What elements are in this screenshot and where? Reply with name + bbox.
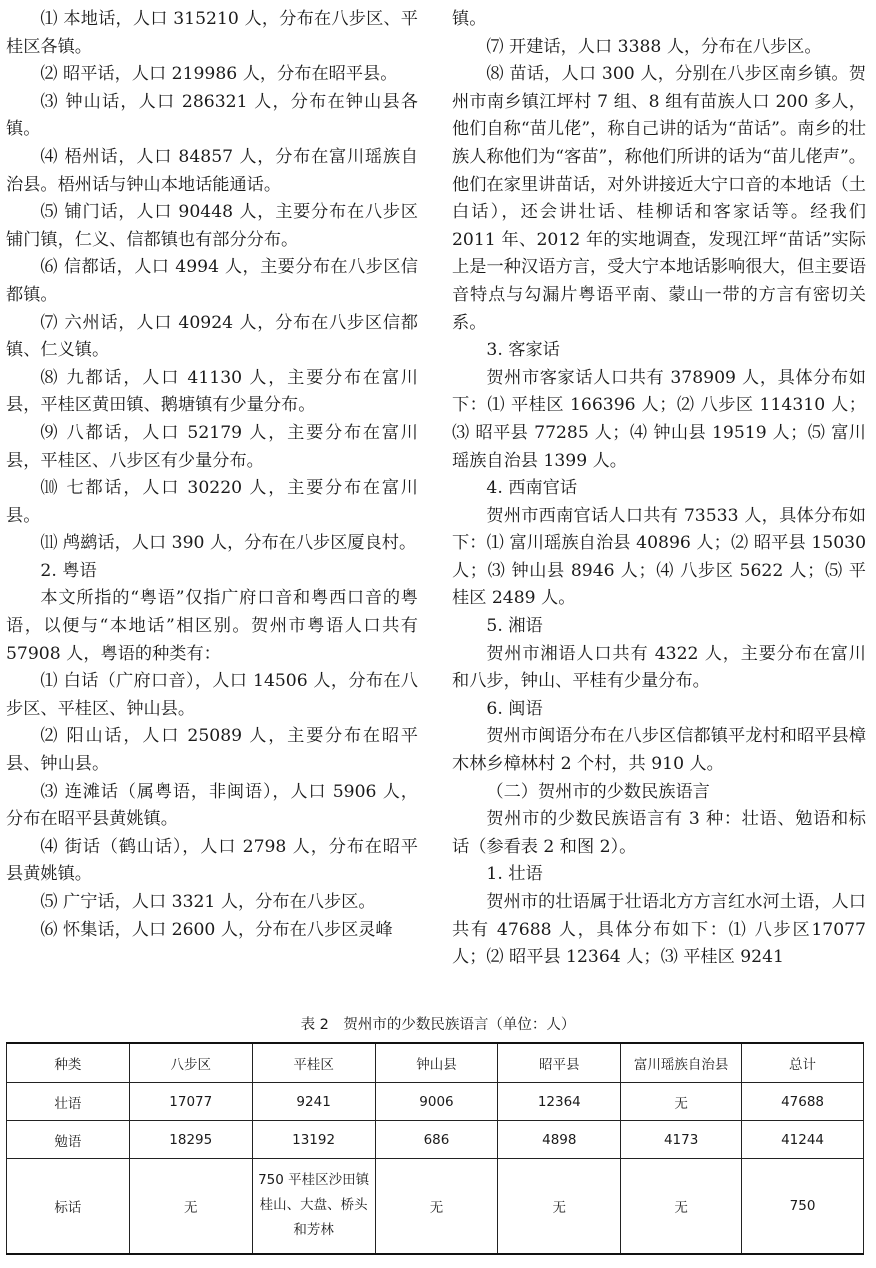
table-cell: 41244 xyxy=(742,1121,864,1159)
table-cell: 9006 xyxy=(375,1083,498,1121)
paragraph: ⑷ 街话（鹤山话），人口 2798 人，分布在昭平县黄姚镇。 xyxy=(6,836,418,885)
paragraph: 5. 湘语 xyxy=(486,616,543,637)
table-cell: 47688 xyxy=(742,1083,864,1121)
paragraph: 贺州市闽语分布在八步区信都镇平龙村和昭平县樟木林乡樟林村 2 个村，共 910 人。 xyxy=(452,726,866,775)
paragraph: ⑶ 连滩话（属粤语，非闽语），人口 5906 人，分布在昭平县黄姚镇。 xyxy=(6,781,418,830)
paragraph: ⑻ 苗话，人口 300 人，分别在八步区南乡镇。贺州市南乡镇江坪村 7 组、8 组有苗族人口 200 多人，他们自称“苗儿佬”，称自己讲的话为“苗话”。南乡的壮族人称他们为“客苗”，称他们所讲的话为“苗儿佬声”。他们在家里讲苗话，对外讲接近大宁口音的本地话（土白话），还会讲壮话、桂柳话和客家话等。经我们 2011 年、2012 年的实地调查，发现江坪“苗话”实际上是一种汉语方言，受大宁本地话影响很大，但主要语音特点与勾漏片粤语平南、蒙山一带的方言有密切关系。 xyxy=(452,64,866,333)
table-cell: 无 xyxy=(621,1159,742,1254)
paragraph: （二）贺州市的少数民族语言 xyxy=(486,781,710,802)
paragraph: ⑴ 白话（广府口音），人口 14506 人，分布在八步区、平桂区、钟山县。 xyxy=(6,671,418,719)
paragraph: 镇。 xyxy=(452,9,487,29)
table-row xyxy=(7,1083,864,1121)
table-cell: 标话 xyxy=(7,1159,130,1254)
paragraph: ⑾ 鸬鹚话，人口 390 人，分布在八步区厦良村。 xyxy=(40,533,417,554)
header-cell: 钟山县 xyxy=(375,1043,498,1083)
paragraph: 2. 粤语 xyxy=(40,560,97,581)
paragraph: ⑹ 怀集话，人口 2600 人，分布在八步区灵峰 xyxy=(40,919,393,940)
paragraph: ⑸ 铺门话，人口 90448 人，主要分布在八步区铺门镇，仁义、信都镇也有部分分布。 xyxy=(6,202,418,250)
table-cell: 18295 xyxy=(129,1121,252,1159)
table-cell: 无 xyxy=(621,1083,742,1121)
header-cell: 种类 xyxy=(7,1043,130,1083)
table-cell: 9241 xyxy=(252,1083,375,1121)
paragraph: ⑵ 阳山话，人口 25089 人，主要分布在昭平县、钟山县。 xyxy=(6,726,418,775)
header-cell: 总计 xyxy=(742,1043,864,1083)
paragraph: ⑺ 六州话，人口 40924 人，分布在八步区信都镇、仁义镇。 xyxy=(6,312,418,361)
minority-language-table xyxy=(6,1042,864,1255)
paragraph: 贺州市的少数民族语言有 3 种：壮语、勉语和标话（参看表 2 和图 2）。 xyxy=(452,809,866,857)
table-caption: 表 2 贺州市的少数民族语言（单位：人） xyxy=(300,1017,576,1033)
paragraph: ⑵ 昭平话，人口 219986 人，分布在昭平县。 xyxy=(40,64,398,85)
table-cell: 4173 xyxy=(621,1121,742,1159)
paragraph: 贺州市的壮语属于壮语北方方言红水河土语，人口共有 47688 人，具体分布如下：⑴ 八步区17077 人；⑵ 昭平县 12364 人；⑶ 平桂区 9241 xyxy=(452,892,866,968)
paragraph: 4. 西南官话 xyxy=(486,478,578,499)
table-cell: 13192 xyxy=(252,1121,375,1159)
right-text-column xyxy=(452,6,866,972)
paragraph: 6. 闽语 xyxy=(486,698,543,719)
table-cell: 4898 xyxy=(498,1121,621,1159)
table-cell: 无 xyxy=(129,1159,252,1254)
paragraph: ⑼ 八都话，人口 52179 人，主要分布在富川县，平桂区、八步区有少量分布。 xyxy=(6,422,418,471)
table-cell: 17077 xyxy=(129,1083,252,1121)
table-row xyxy=(7,1159,864,1254)
paragraph: ⑽ 七都话，人口 30220 人，主要分布在富川县。 xyxy=(6,478,418,526)
paragraph: 本文所指的“粤语”仅指广府口音和粤西口音的粤语，以便与“本地话”相区别。贺州市粤语人口共有 57908 人，粤语的种类有： xyxy=(6,588,418,664)
table-cell: 无 xyxy=(375,1159,498,1254)
table-cell: 686 xyxy=(375,1121,498,1159)
paragraph: ⑴ 本地话，人口 315210 人，分布在八步区、平桂区各镇。 xyxy=(6,9,418,57)
table-cell: 勉语 xyxy=(7,1121,130,1159)
paragraph: ⑷ 梧州话，人口 84857 人，分布在富川瑶族自治县。梧州话与钟山本地话能通话。 xyxy=(6,146,418,195)
table-cell: 壮语 xyxy=(7,1083,130,1121)
table-row xyxy=(7,1121,864,1159)
table-cell: 750 xyxy=(742,1159,864,1254)
header-cell: 八步区 xyxy=(129,1043,252,1083)
paragraph: ⑺ 开建话，人口 3388 人，分布在八步区。 xyxy=(486,36,822,57)
table-cell: 12364 xyxy=(498,1083,621,1121)
table-cell: 无 xyxy=(498,1159,621,1254)
paragraph: ⑻ 九都话，人口 41130 人，主要分布在富川县，平桂区黄田镇、鹅塘镇有少量分布。 xyxy=(6,367,418,416)
paragraph: ⑹ 信都话，人口 4994 人，主要分布在八步区信都镇。 xyxy=(6,257,418,305)
header-cell: 平桂区 xyxy=(252,1043,375,1083)
header-cell: 昭平县 xyxy=(498,1043,621,1083)
header-cell: 富川瑶族自治县 xyxy=(621,1043,742,1083)
table-header-row xyxy=(7,1043,864,1083)
paragraph: 1. 壮语 xyxy=(486,864,543,885)
paragraph: ⑶ 钟山话，人口 286321 人，分布在钟山县各镇。 xyxy=(6,91,418,140)
paragraph: 3. 客家话 xyxy=(486,340,560,361)
left-text-column xyxy=(6,6,418,944)
paragraph: 贺州市客家话人口共有 378909 人，具体分布如下：⑴ 平桂区 166396 人；⑵ 八步区 114310 人；⑶ 昭平县 77285 人；⑷ 钟山县 19519 人；⑸ 富川瑶族自治县 1399 人。 xyxy=(452,367,866,471)
paragraph: ⑸ 广宁话，人口 3321 人，分布在八步区。 xyxy=(40,892,376,912)
paragraph: 贺州市西南官话人口共有 73533 人，具体分布如下：⑴ 富川瑶族自治县 40896 人；⑵ 昭平县 15030 人；⑶ 钟山县 8946 人；⑷ 八步区 5622 人；⑸ 平桂区 2489 人。 xyxy=(452,505,866,609)
paragraph: 贺州市湘语人口共有 4322 人，主要分布在富川和八步，钟山、平桂有少量分布。 xyxy=(452,643,866,692)
table-cell: 750 平桂区沙田镇桂山、大盘、桥头和芳林 xyxy=(252,1159,375,1254)
